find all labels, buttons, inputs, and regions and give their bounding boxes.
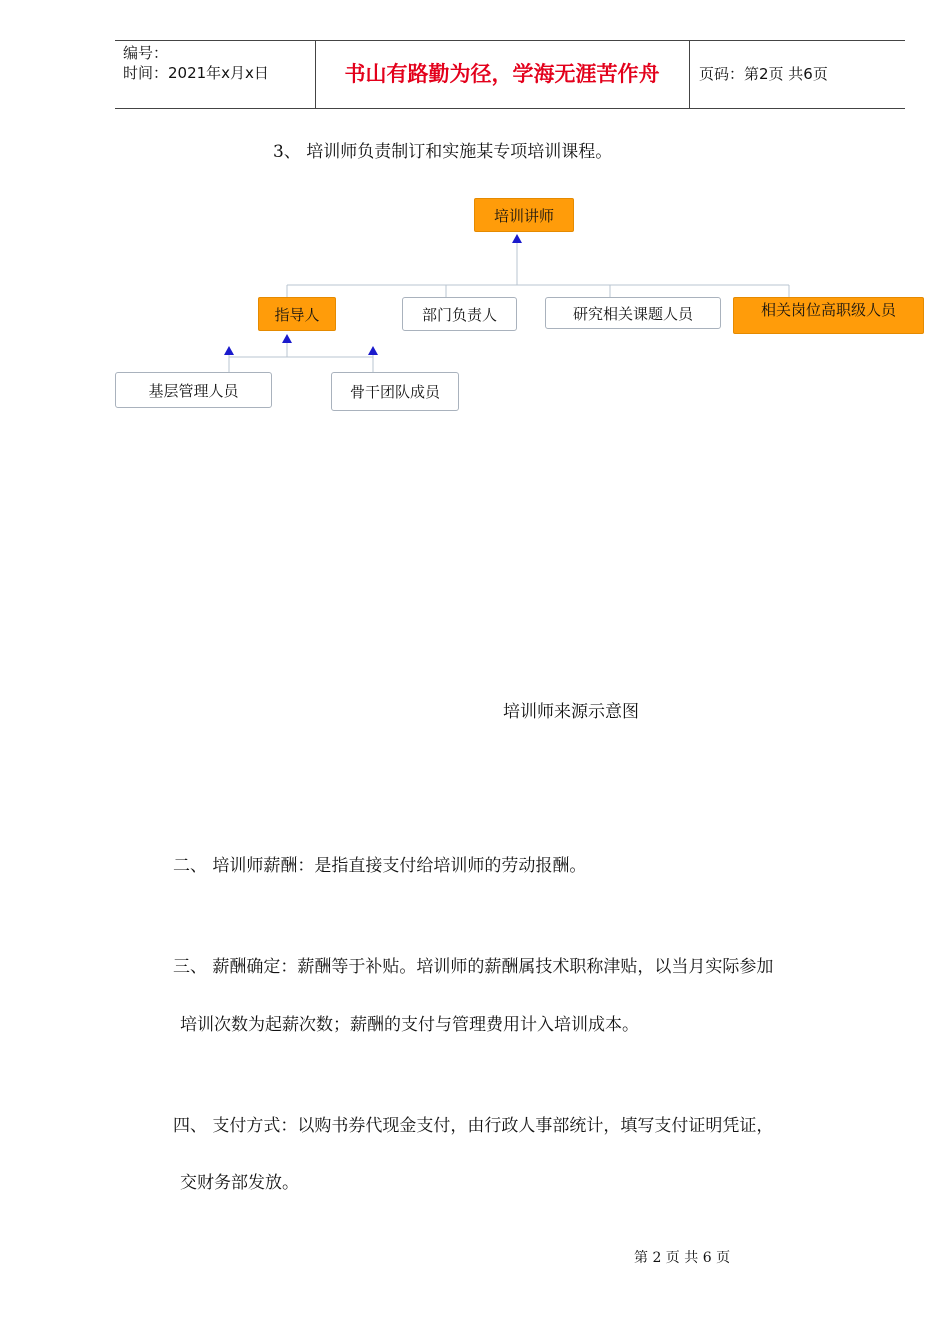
org-node-senior-staff: 相关岗位高职级人员 [733, 297, 924, 334]
page-footer: 第 2 页 共 6 页 [634, 1250, 731, 1266]
section-3-line-1: 三、 薪酬确定：薪酬等于补贴。培训师的薪酬属技术职称津贴，以当月实际参加 [173, 957, 774, 977]
section-2: 二、 培训师薪酬：是指直接支付给培训师的劳动报酬。 [173, 856, 587, 876]
org-node-dept-head: 部门负责人 [402, 297, 517, 331]
org-node-researcher: 研究相关课题人员 [545, 297, 721, 329]
header-page-info: 页码：第2页 共6页 [699, 65, 828, 83]
header-time: 时间：2021年x月x日 [123, 64, 269, 82]
diagram-caption: 培训师来源示意图 [503, 702, 639, 722]
section-3-line-2: 培训次数为起薪次数；薪酬的支付与管理费用计入培训成本。 [180, 1015, 639, 1035]
header-motto: 书山有路勤为径，学海无涯苦作舟 [344, 62, 660, 86]
org-node-core-team: 骨干团队成员 [331, 372, 459, 411]
org-node-root: 培训讲师 [474, 198, 574, 232]
header-number: 编号： [123, 44, 169, 62]
org-node-mentor: 指导人 [258, 297, 336, 331]
org-node-grassroots-managers: 基层管理人员 [115, 372, 272, 408]
item-3-text: 3、 培训师负责制订和实施某专项培训课程。 [273, 142, 613, 162]
section-4-line-1: 四、 支付方式：以购书券代现金支付，由行政人事部统计，填写支付证明凭证， [173, 1116, 774, 1136]
section-4-line-2: 交财务部发放。 [180, 1173, 299, 1193]
